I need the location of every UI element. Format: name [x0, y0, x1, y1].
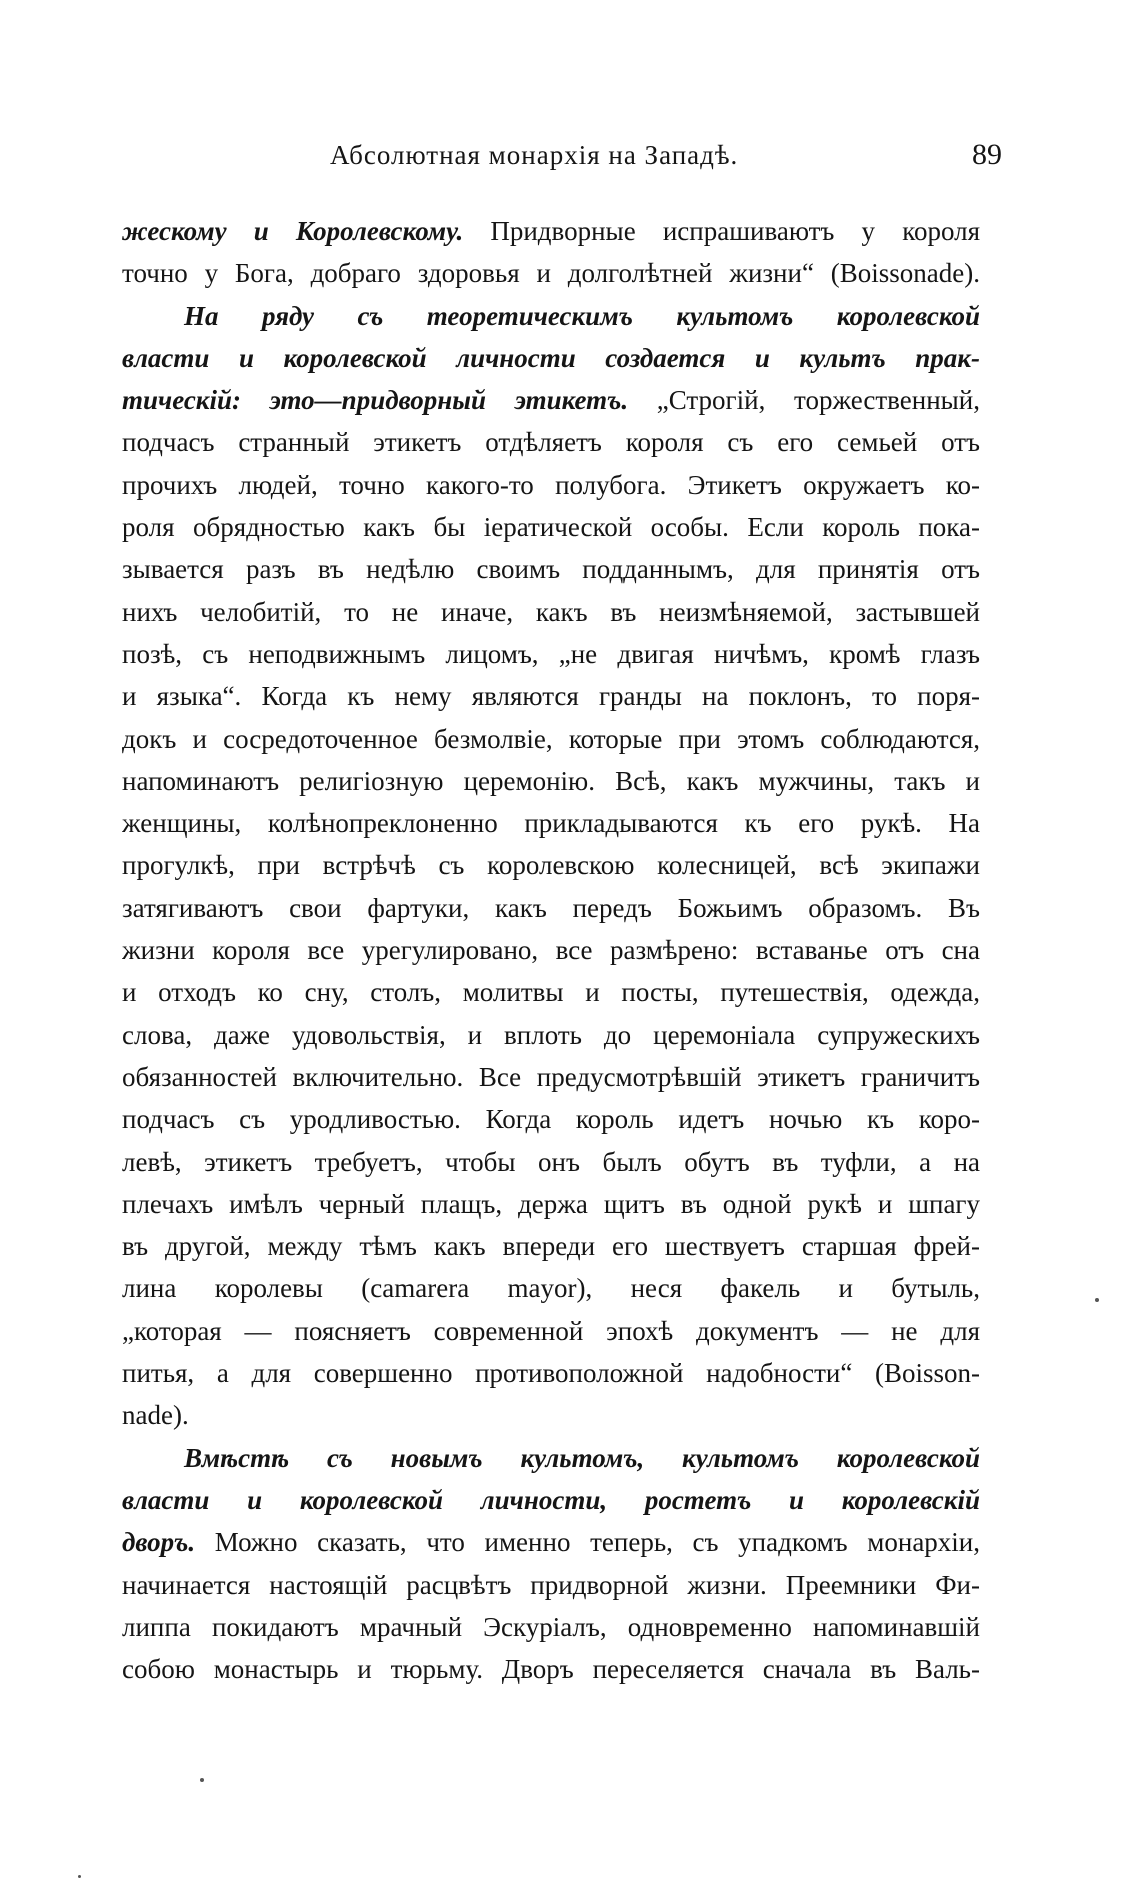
text-line	[122, 379, 980, 421]
line-text: нихъ челобитій, то не иначе, какъ въ неизмѣняемой, застывшей	[122, 596, 980, 627]
text-line	[122, 464, 980, 506]
line-text: и языка“. Когда къ нему являются гранды на поклонъ, то поря-	[122, 681, 980, 712]
line-text: собою монастырь и тюрьму. Дворъ переселяется сначала въ Валь-	[122, 1654, 980, 1685]
text-line	[122, 1352, 980, 1394]
emphasis-text: тическій: это—придворный этикетъ.	[122, 385, 629, 416]
line-text: лина королевы (camarera mayor), неся факель и бутыль,	[122, 1273, 980, 1304]
emphasis-text: жескому и Королевскому.	[122, 216, 464, 246]
line-text: напоминаютъ религіозную церемонію. Всѣ, какъ мужчины, такъ и	[122, 765, 980, 796]
emphasis-text: На ряду съ теоретическимъ культомъ королевской	[184, 300, 980, 331]
text-line	[122, 971, 980, 1013]
line-text: въ другой, между тѣмъ какъ впереди его шествуетъ старшая фрей-	[122, 1231, 980, 1262]
line-text: слова, даже удовольствія, и вплоть до церемоніала супружескихъ	[122, 1019, 980, 1050]
text-line	[122, 1267, 980, 1309]
body-text	[122, 210, 980, 1690]
page-number: 89	[972, 138, 1002, 171]
emphasis-text: дворъ.	[122, 1527, 196, 1558]
line-text: липпа покидаютъ мрачный Эскуріалъ, одновременно напоминавшій	[122, 1611, 980, 1642]
line-text: женщины, колѣнопреклоненно прикладываются къ его рукѣ. На	[122, 808, 980, 839]
text-line	[122, 1014, 980, 1056]
emphasis-text: власти и королевской личности создается и культъ прак-	[122, 342, 980, 373]
text-line	[122, 506, 980, 548]
text-line	[122, 1056, 980, 1098]
text-line	[122, 1648, 980, 1690]
line-text: плечахъ имѣлъ черный плащъ, держа щитъ въ одной рукѣ и шпагу	[122, 1188, 980, 1219]
text-line	[122, 633, 980, 675]
line-text: позѣ, съ неподвижнымъ лицомъ, „не двигая ничѣмъ, кромѣ глазъ	[122, 638, 980, 669]
scan-speck	[200, 1778, 204, 1782]
line-text: затягиваютъ свои фартуки, какъ передъ Божьимъ образомъ. Въ	[122, 892, 980, 923]
line-text: левѣ, этикетъ требуетъ, чтобы онъ былъ обутъ въ туфли, а на	[122, 1146, 980, 1177]
line-text: начинается настоящій расцвѣтъ придворной жизни. Преемники Фи-	[122, 1569, 980, 1600]
page-header	[330, 140, 1020, 180]
emphasis-text: Вмѣстѣ съ новымъ культомъ, культомъ королевской	[184, 1442, 980, 1473]
line-text: докъ и сосредоточенное безмолвіе, которые при этомъ соблюдаются,	[122, 723, 980, 754]
line-text: и отходъ ко сну, столъ, молитвы и посты, путешествія, одежда,	[122, 977, 980, 1008]
text-line	[122, 1394, 980, 1436]
line-text: обязанностей включительно. Все предусмотрѣвшій этикетъ граничитъ	[122, 1061, 980, 1092]
text-line	[122, 718, 980, 760]
text-line	[122, 1479, 980, 1521]
text-line	[122, 548, 980, 590]
line-text: „которая — поясняетъ современной эпохѣ документъ — не для	[122, 1315, 980, 1346]
text-line	[122, 210, 980, 252]
running-title: Абсолютная монархія на Западѣ.	[330, 140, 739, 170]
text-line	[122, 421, 980, 463]
line-text: роля обрядностью какъ бы іератической особы. Если король пока-	[122, 512, 980, 543]
emphasis-text: власти и королевской личности, ростетъ и королевскій	[122, 1484, 980, 1515]
text-line	[122, 1437, 980, 1479]
line-text: Можно сказать, что именно теперь, съ упадкомъ монархіи,	[195, 1527, 980, 1558]
line-text: прогулкѣ, при встрѣчѣ съ королевскою колесницей, всѣ экипажи	[122, 850, 980, 881]
text-line	[122, 675, 980, 717]
line-text: прочихъ людей, точно какого-то полубога. Этикетъ окружаетъ ко-	[122, 469, 980, 500]
text-line	[122, 1310, 980, 1352]
text-line	[122, 591, 980, 633]
text-line	[122, 1183, 980, 1225]
text-line	[122, 802, 980, 844]
text-line	[122, 929, 980, 971]
line-text: точно у Бога, добраго здоровья и долголѣтней жизни“ (Boissonade).	[122, 258, 980, 289]
text-line	[122, 844, 980, 886]
text-line	[122, 1141, 980, 1183]
line-text: nade).	[122, 1400, 189, 1431]
text-line	[122, 1225, 980, 1267]
text-line	[122, 252, 980, 294]
line-text: зывается разъ въ недѣлю своимъ подданнымъ, для принятія отъ	[122, 554, 980, 585]
scan-speck	[78, 1875, 81, 1878]
line-text: питья, а для совершенно противоположной надобности“ (Boisson-	[122, 1358, 980, 1389]
text-line	[122, 337, 980, 379]
text-line	[122, 1521, 980, 1563]
text-line	[122, 1098, 980, 1140]
text-line	[122, 295, 980, 337]
line-text: жизни короля все урегулировано, все размѣрено: вставанье отъ сна	[122, 935, 980, 966]
text-line	[122, 887, 980, 929]
text-line	[122, 760, 980, 802]
line-text: Придворные испрашиваютъ у короля	[463, 216, 980, 246]
text-line	[122, 1606, 980, 1648]
line-text: подчасъ странный этикетъ отдѣляетъ короля съ его семьей отъ	[122, 427, 980, 458]
scan-speck	[1095, 1298, 1099, 1302]
text-line	[122, 1564, 980, 1606]
line-text: „Строгій, торжественный,	[628, 385, 980, 416]
line-text: подчасъ съ уродливостью. Когда король идетъ ночью къ коро-	[122, 1104, 980, 1135]
